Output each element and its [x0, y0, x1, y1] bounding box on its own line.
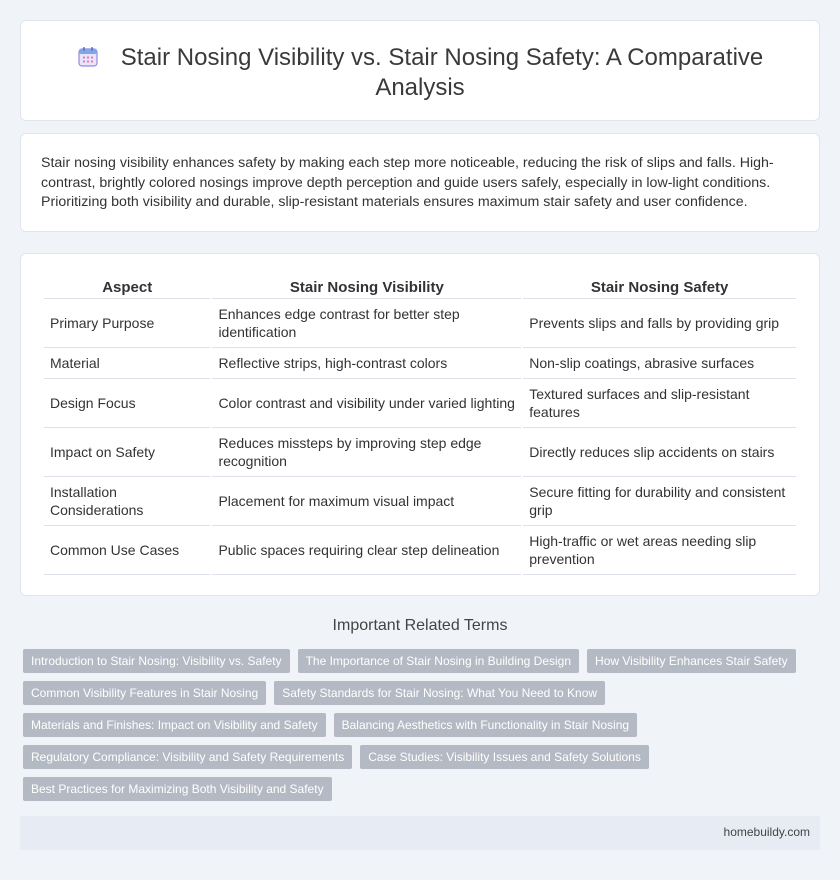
- page-title: [61, 43, 779, 103]
- table-cell: Impact on Safety: [44, 428, 210, 477]
- column-header-aspect: Aspect: [44, 274, 210, 299]
- related-term-tag[interactable]: The Importance of Stair Nosing in Building Design: [298, 649, 579, 673]
- related-term-tag[interactable]: Materials and Finishes: Impact on Visibility and Safety: [23, 713, 326, 737]
- table-cell: Non-slip coatings, abrasive surfaces: [523, 348, 796, 379]
- table-cell: Primary Purpose: [44, 299, 210, 348]
- table-row: [44, 428, 796, 477]
- related-term-tag[interactable]: Best Practices for Maximizing Both Visibility and Safety: [23, 777, 332, 801]
- table-cell: Textured surfaces and slip-resistant features: [523, 379, 796, 428]
- header-card: [20, 20, 820, 121]
- table-cell: Reflective strips, high-contrast colors: [212, 348, 521, 379]
- table-cell: Public spaces requiring clear step delineation: [212, 526, 521, 575]
- intro-card: [20, 133, 820, 232]
- table-cell: Enhances edge contrast for better step identification: [212, 299, 521, 348]
- comparison-table-card: [20, 253, 820, 596]
- table-cell: Placement for maximum visual impact: [212, 477, 521, 526]
- related-terms-heading: Important Related Terms: [332, 617, 508, 634]
- intro-paragraph: Stair nosing visibility enhances safety by making each step more noticeable, reducing the risk of slips and falls. High-contrast, brightly colored nosings improve depth perception and guide users safely, especially in low-light conditions. Prioritizing both visibility and durable, slip-resistant materials ensures maximum stair safety and user confidence.: [41, 155, 774, 210]
- table-cell: Prevents slips and falls by providing grip: [523, 299, 796, 348]
- table-cell: High-traffic or wet areas needing slip prevention: [523, 526, 796, 575]
- related-term-tag[interactable]: Introduction to Stair Nosing: Visibility vs. Safety: [23, 649, 290, 673]
- related-term-tag[interactable]: Balancing Aesthetics with Functionality in Stair Nosing: [334, 713, 637, 737]
- table-row: [44, 477, 796, 526]
- column-header-safety: Stair Nosing Safety: [523, 274, 796, 299]
- related-term-tag[interactable]: Safety Standards for Stair Nosing: What You Need to Know: [274, 681, 605, 705]
- calendar-icon: [77, 46, 99, 68]
- table-cell: Secure fitting for durability and consistent grip: [523, 477, 796, 526]
- table-header-row: [44, 274, 796, 299]
- table-cell: Design Focus: [44, 379, 210, 428]
- table-cell: Reduces missteps by improving step edge recognition: [212, 428, 521, 477]
- related-terms-list: [23, 649, 813, 809]
- table-cell: Installation Considerations: [44, 477, 210, 526]
- table-cell: Color contrast and visibility under varied lighting: [212, 379, 521, 428]
- page-title-text: Stair Nosing Visibility vs. Stair Nosing Safety: A Comparative Analysis: [120, 44, 764, 101]
- related-term-tag[interactable]: How Visibility Enhances Stair Safety: [587, 649, 796, 673]
- related-term-tag[interactable]: Case Studies: Visibility Issues and Safety Solutions: [360, 745, 649, 769]
- table-row: [44, 526, 796, 575]
- table-row: [44, 299, 796, 348]
- table-cell: Material: [44, 348, 210, 379]
- footer: [20, 816, 820, 850]
- related-term-tag[interactable]: Regulatory Compliance: Visibility and Safety Requirements: [23, 745, 352, 769]
- table-cell: Directly reduces slip accidents on stairs: [523, 428, 796, 477]
- table-row: [44, 379, 796, 428]
- table-cell: Common Use Cases: [44, 526, 210, 575]
- table-row: [44, 348, 796, 379]
- footer-site-link[interactable]: homebuildy.com: [723, 825, 810, 839]
- column-header-visibility: Stair Nosing Visibility: [212, 274, 521, 299]
- comparison-table: [42, 274, 798, 575]
- related-term-tag[interactable]: Common Visibility Features in Stair Nosing: [23, 681, 266, 705]
